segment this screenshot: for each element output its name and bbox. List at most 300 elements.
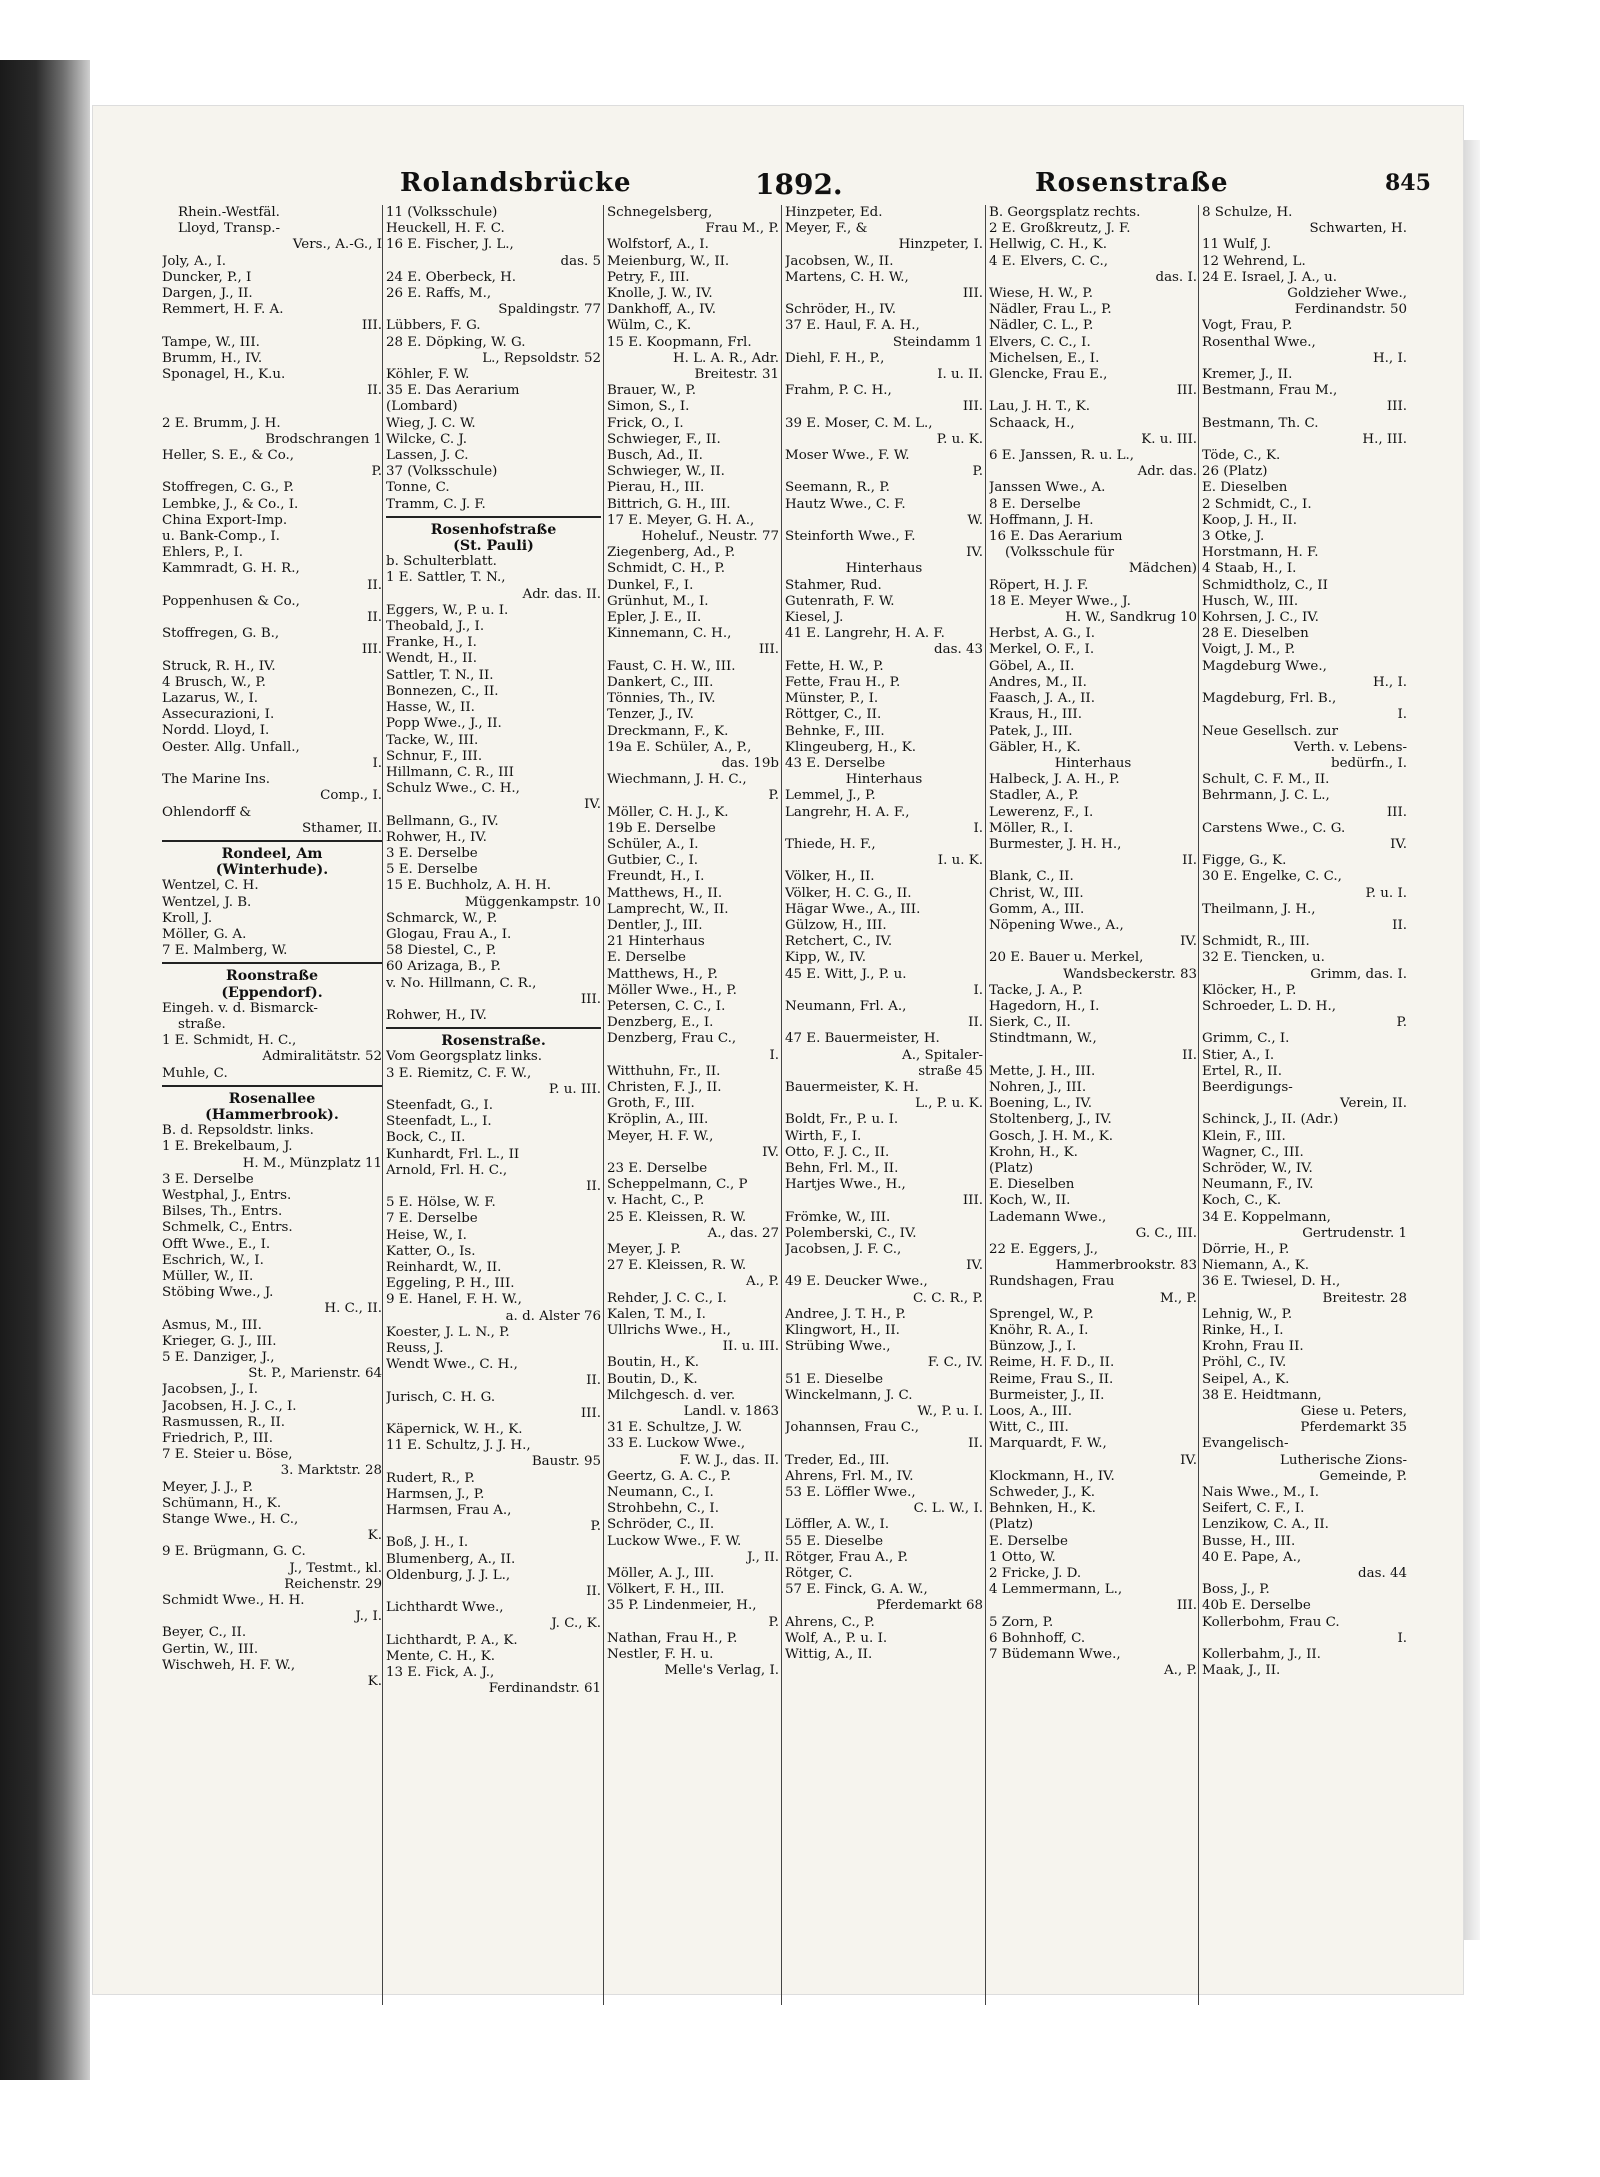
- directory-entry: Beyer, C., II.: [162, 1625, 247, 1641]
- directory-entry: C. C. R., P.: [913, 1290, 983, 1306]
- directory-entry: Petersen, C. C., I.: [607, 998, 726, 1014]
- directory-entry: Strohbehn, C., I.: [607, 1501, 719, 1517]
- directory-entry: M., P.: [1159, 1290, 1197, 1306]
- directory-entry: Tenzer, J., IV.: [607, 707, 694, 723]
- directory-entry: Ahrens, C., P.: [785, 1614, 875, 1630]
- directory-entry: Popp Wwe., J., II.: [386, 716, 502, 732]
- directory-entry: Kinnemann, C. H.,: [607, 626, 732, 642]
- directory-entry: Lau, J. H. T., K.: [989, 399, 1091, 415]
- street-heading: (Hammerbrook).: [205, 1106, 339, 1123]
- directory-entry: Frahm, P. C. H.,: [785, 383, 892, 399]
- directory-entry: Pierau, H., III.: [607, 480, 705, 496]
- directory-entry: Landl. v. 1863: [683, 1404, 779, 1420]
- directory-entry: Gutenrath, F. W.: [785, 593, 895, 609]
- directory-entry: 26 (Platz): [1202, 464, 1268, 480]
- directory-entry: straße 45: [918, 1063, 983, 1079]
- directory-entry: Jacobsen, W., II.: [785, 253, 894, 269]
- directory-column: [1202, 205, 1407, 2035]
- directory-entry: 24 E. Oberbeck, H.: [386, 269, 517, 285]
- directory-entry: Kalen, T. M., I.: [607, 1306, 706, 1322]
- directory-entry: P.: [371, 464, 382, 480]
- directory-entry: Dreckmann, F., K.: [607, 723, 729, 739]
- directory-entry: Stoffregen, C. G., P.: [162, 480, 294, 496]
- directory-entry: Wentzel, J. B.: [162, 894, 252, 910]
- directory-entry: Wilcke, C. J.: [386, 431, 468, 447]
- street-heading: (St. Pauli): [453, 538, 534, 555]
- directory-entry: Lloyd, Transp.-: [178, 221, 281, 237]
- directory-entry: 27 E. Kleissen, R. W.: [607, 1258, 747, 1274]
- directory-entry: Bellmann, G., IV.: [386, 813, 499, 829]
- directory-entry: Herbst, A. G., I.: [989, 626, 1096, 642]
- directory-entry: E. Dieselben: [989, 1177, 1075, 1193]
- directory-entry: H. L. A. R., Adr.: [672, 350, 779, 366]
- directory-entry: Moser Wwe., F. W.: [785, 448, 910, 464]
- section-divider: [162, 1085, 382, 1087]
- directory-entry: Verth. v. Lebens-: [1293, 739, 1407, 755]
- directory-entry: H., I.: [1373, 674, 1407, 690]
- directory-entry: Witt, C., III.: [989, 1420, 1069, 1436]
- directory-entry: J., I.: [355, 1609, 382, 1625]
- directory-entry: Hinterhaus: [845, 772, 923, 788]
- directory-entry: 2 E. Brumm, J. H.: [162, 415, 281, 431]
- directory-entry: Treder, Ed., III.: [785, 1452, 890, 1468]
- directory-entry: Krieger, G. J., III.: [162, 1333, 277, 1349]
- directory-entry: (Volksschule für: [1005, 545, 1115, 561]
- directory-entry: 4 E. Elvers, C. C.,: [989, 253, 1108, 269]
- directory-entry: Glencke, Frau E.,: [989, 367, 1108, 383]
- directory-entry: Ehlers, P., I.: [162, 545, 244, 561]
- directory-entry: 20 E. Bauer u. Merkel,: [989, 950, 1144, 966]
- directory-entry: E. Derselbe: [989, 1533, 1068, 1549]
- directory-entry: Asmus, M., III.: [162, 1317, 262, 1333]
- directory-entry: 36 E. Twiesel, D. H.,: [1202, 1274, 1341, 1290]
- directory-entry: Gutbier, C., I.: [607, 853, 699, 869]
- directory-entry: Wentzel, C. H.: [162, 878, 259, 894]
- directory-entry: Reichenstr. 29: [284, 1576, 382, 1592]
- directory-entry: H. M., Münzplatz 11: [242, 1155, 382, 1171]
- directory-entry: (Platz): [989, 1517, 1034, 1533]
- directory-entry: 30 E. Engelke, C. C.,: [1202, 869, 1342, 885]
- directory-entry: Comp., I.: [320, 788, 382, 804]
- directory-entry: Müggenkampstr. 10: [464, 894, 601, 910]
- directory-entry: Grünhut, M., I.: [607, 593, 709, 609]
- directory-entry: II.: [586, 1178, 601, 1194]
- directory-entry: 5 Zorn, P.: [989, 1614, 1054, 1630]
- directory-entry: 35 E. Das Aerarium: [386, 383, 520, 399]
- section-divider: [386, 516, 601, 518]
- directory-entry: Sponagel, H., K.u.: [162, 367, 286, 383]
- directory-entry: 1 E. Schmidt, H. C.,: [162, 1033, 297, 1049]
- directory-entry: Harmsen, Frau A.,: [386, 1503, 512, 1519]
- directory-entry: Arnold, Frl. H. C.,: [386, 1162, 508, 1178]
- directory-entry: Schroeder, L. D. H.,: [1202, 998, 1336, 1014]
- directory-entry: Neumann, C., I.: [607, 1485, 714, 1501]
- directory-entry: Eggers, W., P. u. I.: [386, 602, 509, 618]
- directory-entry: Stoltenberg, J., IV.: [989, 1112, 1112, 1128]
- directory-entry: Meyer, H. F. W.,: [607, 1128, 714, 1144]
- directory-entry: Martens, C. H. W.,: [785, 269, 909, 285]
- directory-entry: Ohlendorff &: [162, 804, 252, 820]
- directory-entry: Ferdinandstr. 61: [488, 1681, 601, 1697]
- directory-entry: Gemeinde, P.: [1319, 1468, 1407, 1484]
- directory-entry: Langrehr, H. A. F.,: [785, 804, 910, 820]
- directory-entry: Schröder, W., IV.: [1202, 1160, 1313, 1176]
- directory-entry: 45 E. Witt, J., P. u.: [785, 966, 907, 982]
- directory-entry: Sattler, T. N., II.: [386, 667, 494, 683]
- directory-entry: A., das. 27: [707, 1225, 779, 1241]
- directory-entry: Kunhardt, Frl. L., II: [386, 1146, 520, 1162]
- directory-entry: 32 E. Tiencken, u.: [1202, 950, 1325, 966]
- directory-entry: J. C., K.: [551, 1616, 601, 1632]
- directory-entry: Vom Georgsplatz links.: [386, 1049, 542, 1065]
- directory-entry: Lewerenz, F., I.: [989, 804, 1094, 820]
- directory-entry: Hautz Wwe., C. F.: [785, 496, 906, 512]
- directory-entry: Möller, C. H. J., K.: [607, 804, 729, 820]
- directory-entry: Schwieger, F., II.: [607, 431, 721, 447]
- directory-entry: Göbel, A., II.: [989, 658, 1075, 674]
- directory-entry: Dankert, C., III.: [607, 674, 714, 690]
- directory-entry: 11 E. Schultz, J. J. H.,: [386, 1438, 531, 1454]
- directory-entry: Brauer, W., P.: [607, 383, 696, 399]
- directory-entry: Schwarten, H.: [1309, 221, 1407, 237]
- directory-entry: III.: [580, 991, 601, 1007]
- directory-entry: Schnegelsberg,: [607, 205, 713, 220]
- directory-entry: Neue Gesellsch. zur: [1202, 723, 1339, 739]
- directory-entry: 15 E. Buchholz, A. H. H.: [386, 878, 552, 894]
- directory-entry: 22 E. Eggers, J.,: [989, 1242, 1099, 1257]
- directory-entry: 40b E. Derselbe: [1202, 1598, 1311, 1614]
- directory-entry: Mente, C. H., K.: [386, 1648, 496, 1664]
- directory-entry: II.: [968, 1436, 983, 1452]
- directory-entry: Sthamer, II.: [301, 820, 382, 836]
- directory-entry: Denzberg, Frau C.,: [607, 1031, 737, 1047]
- directory-entry: 2 E. Großkreutz, J. F.: [989, 221, 1131, 237]
- directory-entry: 47 E. Bauermeister, H.: [785, 1031, 940, 1047]
- directory-entry: Wiechmann, J. H. C.,: [607, 772, 747, 788]
- directory-entry: Schwieger, W., II.: [607, 464, 725, 480]
- directory-entry: 39 E. Moser, C. M. L.,: [785, 415, 933, 431]
- directory-entry: 31 E. Schultze, J. W.: [607, 1420, 743, 1436]
- directory-entry: Rhein.-Westfäl.: [178, 205, 280, 220]
- directory-entry: Figge, G., K.: [1202, 853, 1287, 869]
- directory-entry: Schmidt, C. H., P.: [607, 561, 726, 577]
- directory-entry: St. P., Marienstr. 64: [248, 1366, 382, 1382]
- directory-entry: I.: [973, 820, 983, 836]
- directory-entry: L., Repsoldstr. 52: [482, 350, 601, 366]
- directory-entry: Patek, J., III.: [989, 723, 1073, 739]
- directory-entry: Hinterhaus: [1054, 755, 1132, 771]
- directory-entry: Lassen, J. C.: [386, 448, 469, 464]
- directory-entry: 9 E. Brügmann, G. C.: [162, 1544, 306, 1560]
- directory-entry: Wolfstorf, A., I.: [607, 237, 709, 253]
- directory-entry: II.: [586, 1373, 601, 1389]
- directory-entry: Otto, F. J. C., II.: [785, 1144, 890, 1160]
- directory-entry: Halbeck, J. A. H., P.: [989, 772, 1120, 788]
- directory-entry: Epler, J. E., II.: [607, 610, 702, 626]
- directory-entry: Rehder, J. C. C., I.: [607, 1290, 727, 1306]
- directory-entry: Ahrens, Frl. M., IV.: [785, 1468, 914, 1484]
- directory-entry: P. u. III.: [548, 1081, 601, 1097]
- directory-entry: Koop, J. H., II.: [1202, 512, 1297, 528]
- directory-entry: Neumann, Frl. A.,: [785, 998, 907, 1014]
- directory-entry: Breitestr. 31: [694, 367, 779, 383]
- section-divider: [386, 1027, 601, 1029]
- directory-entry: H. W., Sandkrug 10: [1065, 610, 1197, 626]
- directory-entry: Schmarck, W., P.: [386, 910, 498, 926]
- directory-entry: Burmester, J. H. H.,: [989, 836, 1122, 852]
- directory-entry: Strübing Wwe.,: [785, 1339, 891, 1355]
- directory-entry: Schmidt, R., III.: [1202, 934, 1310, 950]
- directory-entry: Schnur, F., III.: [386, 748, 483, 764]
- directory-entry: (Lombard): [386, 399, 458, 415]
- directory-entry: A., Spitaler-: [902, 1047, 983, 1063]
- directory-entry: Assecurazioni, I.: [162, 707, 275, 723]
- book-binding-shadow: [0, 60, 90, 2080]
- directory-entry: 4 Lemmermann, L.,: [989, 1582, 1123, 1598]
- directory-entry: Friedrich, P., III.: [162, 1431, 273, 1447]
- directory-entry: Boss, J., P.: [1202, 1582, 1270, 1598]
- directory-entry: Elvers, C. C., I.: [989, 334, 1091, 350]
- directory-entry: L., P. u. K.: [915, 1096, 983, 1112]
- directory-entry: Spaldingstr. 77: [498, 302, 601, 318]
- directory-entry: E. Derselbe: [607, 950, 686, 966]
- directory-entry: III.: [1176, 383, 1197, 399]
- directory-entry: Oldenburg, J. J. L.,: [386, 1567, 511, 1583]
- directory-entry: 6 Bohnhoff, C.: [989, 1630, 1086, 1646]
- directory-entry: 7 E. Steier u. Böse,: [162, 1447, 293, 1463]
- directory-entry: Koch, C., K.: [1202, 1193, 1282, 1209]
- directory-column: [162, 205, 382, 2035]
- street-heading: Rondeel, Am: [221, 845, 323, 862]
- directory-entry: Melle's Verlag, I.: [664, 1663, 779, 1679]
- directory-entry: Gosch, J. H. M., K.: [989, 1128, 1114, 1144]
- directory-entry: Heller, S. E., & Co.,: [162, 448, 295, 464]
- directory-entry: II. u. III.: [722, 1339, 779, 1355]
- directory-entry: 5 E. Derselbe: [386, 862, 478, 878]
- directory-entry: (Platz): [989, 1160, 1034, 1176]
- directory-entry: Pröhl, C., IV.: [1202, 1355, 1287, 1371]
- directory-entry: Polemberski, C., IV.: [785, 1225, 917, 1241]
- directory-entry: 3. Marktstr. 28: [280, 1463, 382, 1479]
- directory-entry: 58 Diestel, C., P.: [386, 943, 497, 959]
- directory-entry: das. 5: [560, 253, 601, 269]
- directory-entry: K.: [367, 1674, 382, 1690]
- directory-entry: Behnken, H., K.: [989, 1501, 1096, 1517]
- directory-entry: 1 Otto, W.: [989, 1549, 1056, 1565]
- directory-entry: E. Dieselben: [1202, 480, 1288, 496]
- directory-entry: Klingeuberg, H., K.: [785, 739, 917, 755]
- directory-entry: II.: [968, 1015, 983, 1031]
- directory-entry: Struck, R. H., IV.: [162, 658, 276, 674]
- directory-entry: Schaack, H.,: [989, 415, 1075, 431]
- directory-entry: Fette, H. W., P.: [785, 658, 884, 674]
- directory-entry: Gäbler, H., K.: [989, 739, 1081, 755]
- directory-entry: Nais Wwe., M., I.: [1202, 1485, 1320, 1501]
- directory-entry: 60 Arizaga, B., P.: [386, 959, 501, 975]
- directory-entry: III.: [1386, 399, 1407, 415]
- directory-entry: 12 Wehrend, L.: [1202, 253, 1306, 269]
- directory-entry: Frau M., P.: [705, 221, 779, 237]
- directory-entry: Krohn, H., K.: [989, 1144, 1078, 1160]
- directory-entry: Simon, S., I.: [607, 399, 690, 415]
- directory-entry: Kremer, J., II.: [1202, 367, 1293, 383]
- directory-entry: IV.: [1180, 1452, 1197, 1468]
- directory-entry: Hammerbrookstr. 83: [1055, 1258, 1197, 1274]
- directory-entry: P. u. K.: [936, 431, 983, 447]
- directory-entry: Bittrich, G. H., III.: [607, 496, 731, 512]
- directory-entry: Stoffregen, G. B.,: [162, 626, 280, 642]
- directory-entry: Geertz, G. A. C., P.: [607, 1468, 731, 1484]
- directory-entry: Schmidtholz, C., II: [1202, 577, 1328, 593]
- directory-entry: IV.: [762, 1144, 779, 1160]
- directory-entry: Rohwer, H., IV.: [386, 829, 487, 845]
- directory-entry: Möller, R., I.: [989, 820, 1074, 836]
- directory-entry: Ferdinandstr. 50: [1294, 302, 1407, 318]
- directory-entry: II.: [1182, 853, 1197, 869]
- directory-entry: Maak, J., II.: [1202, 1663, 1281, 1679]
- directory-entry: Lemmel, J., P.: [785, 788, 876, 804]
- directory-entry: I.: [769, 1047, 779, 1063]
- directory-entry: 53 E. Löffler Wwe.,: [785, 1485, 916, 1501]
- directory-entry: Frick, O., I.: [607, 415, 684, 431]
- directory-entry: Neumann, F., IV.: [1202, 1177, 1314, 1193]
- directory-entry: Andree, J. T. H., P.: [785, 1306, 906, 1322]
- directory-entry: Tacke, W., III.: [386, 732, 479, 748]
- directory-entry: Hellwig, C. H., K.: [989, 237, 1107, 253]
- directory-entry: Matthews, H., II.: [607, 885, 723, 901]
- directory-entry: W.: [967, 512, 983, 528]
- directory-entry: Hägar Wwe., A., III.: [785, 901, 921, 917]
- directory-entry: III.: [962, 1193, 983, 1209]
- directory-entry: Groth, F., III.: [607, 1096, 695, 1112]
- directory-entry: P.: [768, 1614, 779, 1630]
- directory-entry: das. 44: [1358, 1566, 1407, 1582]
- directory-entry: 3 Otke, J.: [1202, 529, 1265, 545]
- directory-entry: I.: [1397, 1630, 1407, 1646]
- directory-entry: a. d. Alster 76: [505, 1308, 601, 1324]
- directory-entry: Jacobsen, J., I.: [162, 1382, 259, 1398]
- directory-entry: Rosenthal Wwe.,: [1202, 334, 1316, 350]
- directory-entry: Kiesel, J.: [785, 610, 844, 626]
- directory-entry: Tramm, C. J. F.: [386, 496, 486, 512]
- directory-entry: Dargen, J., II.: [162, 286, 253, 302]
- directory-entry: Milchgesch. d. ver.: [607, 1387, 736, 1403]
- directory-entry: bedürfn., I.: [1331, 755, 1407, 771]
- directory-entry: 7 E. Derselbe: [386, 1211, 478, 1227]
- directory-entry: Meienburg, W., II.: [607, 253, 730, 269]
- directory-entry: Eggeling, P. H., III.: [386, 1276, 515, 1292]
- directory-entry: Busse, H., III.: [1202, 1533, 1296, 1549]
- directory-entry: Lichthardt, P. A., K.: [386, 1632, 518, 1648]
- directory-entry: III.: [962, 286, 983, 302]
- directory-entry: Köhler, F. W.: [386, 367, 470, 383]
- directory-entry: 41 E. Langrehr, H. A. F.: [785, 626, 945, 642]
- directory-entry: Oester. Allg. Unfall.,: [162, 739, 300, 755]
- directory-entry: Carstens Wwe., C. G.: [1202, 820, 1346, 836]
- directory-entry: Kohrsen, J. C., IV.: [1202, 610, 1319, 626]
- directory-entry: Wischweh, H. F. W.,: [162, 1657, 296, 1673]
- directory-entry: Matthews, H., P.: [607, 966, 718, 982]
- directory-entry: Tonne, C.: [386, 480, 450, 496]
- directory-entry: Boldt, Fr., P. u. I.: [785, 1112, 899, 1128]
- directory-entry: Hinzpeter, Ed.: [785, 205, 883, 220]
- directory-entry: III.: [361, 642, 382, 658]
- directory-entry: Dankhoff, A., IV.: [607, 302, 717, 318]
- directory-entry: 38 E. Heidtmann,: [1202, 1387, 1322, 1403]
- directory-entry: Wiese, H. W., P.: [989, 286, 1093, 302]
- directory-entry: 16 E. Das Aerarium: [989, 529, 1123, 545]
- directory-entry: Stadler, A., P.: [989, 788, 1079, 804]
- directory-entry: F. C., IV.: [927, 1355, 983, 1371]
- directory-entry: b. Schulterblatt.: [386, 554, 497, 570]
- directory-entry: Frömke, W., III.: [785, 1209, 891, 1225]
- directory-entry: 8 Schulze, H.: [1202, 205, 1293, 220]
- directory-entry: Voigt, J. M., P.: [1202, 642, 1296, 658]
- directory-entry: Möller, G. A.: [162, 926, 247, 942]
- directory-entry: Nöpening Wwe., A.,: [989, 917, 1124, 933]
- directory-entry: Hasse, W., II.: [386, 700, 475, 716]
- directory-entry: Jacobsen, H. J. C., I.: [162, 1398, 297, 1414]
- directory-entry: 34 E. Koppelmann,: [1202, 1209, 1331, 1225]
- directory-entry: 37 E. Haul, F. A. H.,: [785, 318, 920, 334]
- directory-entry: Franke, H., I.: [386, 635, 477, 651]
- directory-entry: Brumm, H., IV.: [162, 350, 263, 366]
- directory-entry: Johannsen, Frau C.,: [785, 1420, 920, 1436]
- directory-entry: Westphal, J., Entrs.: [162, 1187, 292, 1203]
- directory-entry: Goldzieher Wwe.,: [1287, 286, 1407, 302]
- directory-entry: Stahmer, Rud.: [785, 577, 882, 593]
- directory-entry: Kollerbohm, Frau C.: [1202, 1614, 1340, 1630]
- directory-entry: Grimm, C., I.: [1202, 1031, 1290, 1047]
- directory-entry: Michelsen, E., I.: [989, 350, 1100, 366]
- header-street-from: Rolandsbrücke: [400, 168, 632, 198]
- directory-entry: 24 E. Israel, J. A., u.: [1202, 269, 1338, 285]
- directory-entry: Faust, C. H. W., III.: [607, 658, 736, 674]
- directory-entry: II.: [586, 1584, 601, 1600]
- directory-entry: Tacke, J. A., P.: [989, 982, 1083, 998]
- directory-entry: 21 Hinterhaus: [607, 934, 705, 950]
- directory-entry: straße.: [178, 1016, 226, 1032]
- directory-entry: III.: [758, 642, 779, 658]
- directory-entry: 28 E. Döpking, W. G.: [386, 334, 526, 350]
- directory-entry: Theilmann, J. H.,: [1202, 901, 1316, 917]
- directory-entry: Boutin, H., K.: [607, 1355, 700, 1371]
- directory-entry: Muhle, C.: [162, 1065, 228, 1081]
- directory-entry: J., Testmt., kl.: [289, 1560, 382, 1576]
- directory-entry: Eingeh. v. d. Bismarck-: [162, 1000, 318, 1016]
- directory-entry: Harmsen, J., P.: [386, 1486, 485, 1502]
- header-street-to: Rosenstraße: [1035, 168, 1229, 198]
- directory-entry: A., P.: [746, 1274, 779, 1290]
- directory-column: [607, 205, 779, 2035]
- directory-entry: Rötger, C.: [785, 1566, 853, 1582]
- directory-entry: Steenfadt, L., I.: [386, 1114, 492, 1130]
- directory-entry: Stier, A., I.: [1202, 1047, 1275, 1063]
- street-heading: Roonstraße: [225, 968, 319, 985]
- directory-entry: Klein, F., III.: [1202, 1128, 1286, 1144]
- directory-entry: Nestler, F. H. u.: [607, 1647, 714, 1663]
- directory-entry: Tampe, W., III.: [162, 334, 260, 350]
- directory-entry: Nädler, C. L., P.: [989, 318, 1094, 334]
- directory-entry: Retchert, C., IV.: [785, 934, 893, 950]
- directory-entry: J., II.: [747, 1549, 779, 1565]
- directory-entry: Behnke, F., III.: [785, 723, 885, 739]
- directory-column: [989, 205, 1197, 2035]
- directory-entry: Loos, A., III.: [989, 1404, 1072, 1420]
- directory-entry: Verein, II.: [1340, 1096, 1407, 1112]
- directory-entry: W., P. u. I.: [917, 1404, 983, 1420]
- directory-entry: Meyer, F., &: [785, 221, 868, 237]
